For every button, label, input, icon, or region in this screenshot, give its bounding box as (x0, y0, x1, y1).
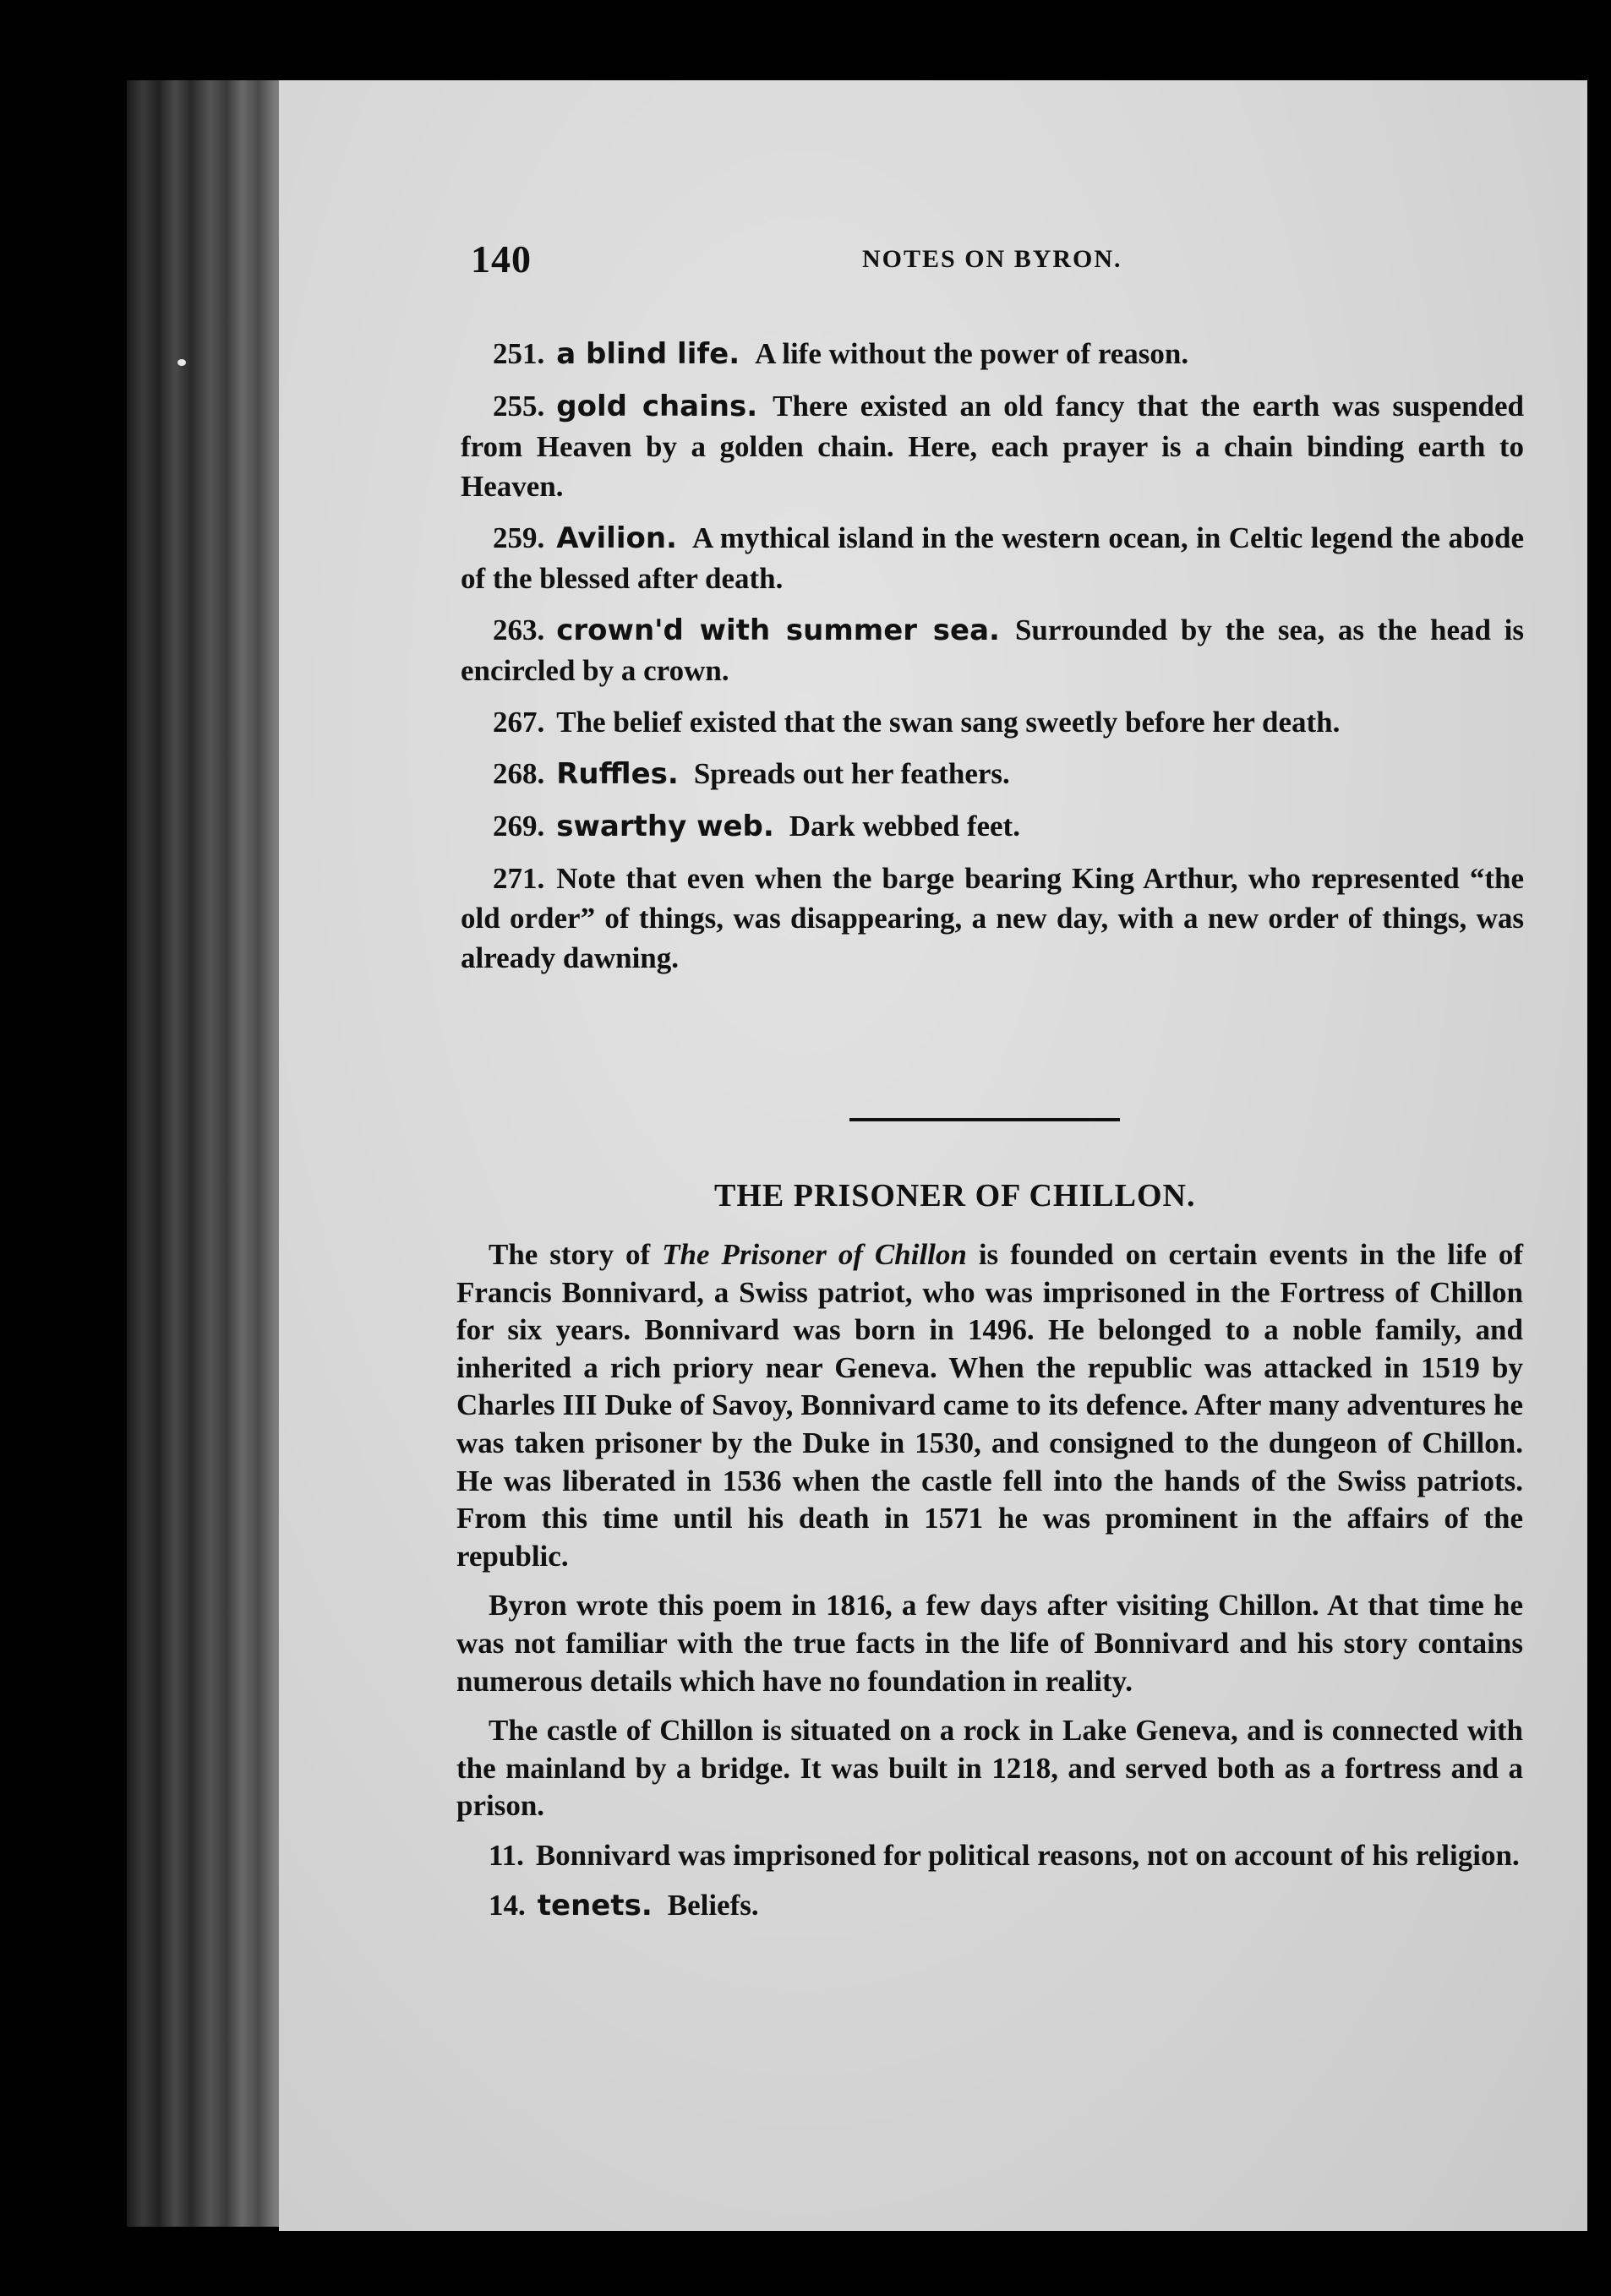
note-text: Note that even when the barge bearing King Arthur, who represented “the old order” of things, was disappearing, a new day, with a new order of things, was already dawning. (461, 862, 1524, 974)
section-divider (849, 1118, 1120, 1121)
note-item (461, 610, 1524, 690)
note-item (461, 386, 1524, 506)
note-term: Ruffles. (556, 757, 679, 791)
paragraph (456, 1236, 1523, 1575)
note-number: 251. (493, 337, 545, 370)
note-item (461, 806, 1524, 847)
note-text: Beliefs. (667, 1888, 759, 1922)
running-head: NOTES ON BYRON. (862, 245, 1122, 273)
note-text: Surrounded by the sea, as the head is encircled by a crown. (461, 614, 1524, 687)
notes-list (461, 334, 1524, 990)
scan-speck (177, 359, 186, 366)
section-body (456, 1236, 1523, 1936)
note-text: A life without the power of reason. (755, 337, 1189, 370)
note-term: swarthy web. (556, 810, 774, 843)
note-number: 268. (493, 757, 545, 790)
note-number: 271. (493, 862, 545, 895)
note-item (456, 1837, 1523, 1875)
note-number: 14. (489, 1888, 526, 1922)
note-number: 255. (493, 390, 545, 423)
note-number: 263. (493, 614, 545, 646)
note-text: Bonnivard was imprisoned for political reasons, not on account of his religion. (535, 1838, 1520, 1872)
book-page (279, 80, 1587, 2231)
paragraph: The castle of Chillon is situated on a rock in Lake Geneva, and is connected with the mainland by a bridge. It was built in 1218, and served both as a fortress and a prison. (456, 1714, 1523, 1823)
paragraph-text: is founded on certain events in the life of Francis Bonnivard, a Swiss patriot, who was imprisoned in the Fortress of Chillon for six years. Bonnivard was born in 1496. He belonged to a noble family, and inherited a rich priory near Geneva. When the republic was attacked in 1519 by Charles III Duke of Savoy, Bonnivard came to its defence. After many adventures he was taken prisoner by the Duke in 1530, and consigned to the dungeon of Chillon. He was liberated in 1536 when the castle fell into the hands of the Swiss patriots. From this time until his death in 1571 he was prominent in the affairs of the republic. (456, 1238, 1524, 1573)
section-title: THE PRISONER OF CHILLON. (714, 1178, 1196, 1213)
note-term: crown'd with summer sea. (556, 614, 1000, 647)
note-item (456, 1887, 1523, 1925)
note-text: A mythical island in the western ocean, in Celtic legend the abode of the blessed after death. (461, 521, 1524, 595)
paragraph: Byron wrote this poem in 1816, a few days after visiting Chillon. At that time he was not familiar with the true facts in the life of Bonnivard and his story contains numerous details which have no foundation in reality. (456, 1589, 1523, 1698)
note-term: tenets. (537, 1888, 653, 1922)
paragraph-prefix: The story of (489, 1238, 651, 1271)
note-term: a blind life. (556, 337, 740, 371)
note-text: The belief existed that the swan sang sweetly before her death. (556, 706, 1341, 739)
note-text: There existed an old fancy that the earth was suspended from Heaven by a golden chain. Here, each prayer is a chain binding earth to Heaven. (461, 390, 1525, 503)
note-number: 259. (493, 521, 545, 554)
note-item (461, 754, 1524, 794)
note-item (461, 859, 1524, 978)
note-text: Dark webbed feet. (789, 810, 1020, 843)
book-page-edge (127, 80, 287, 2227)
note-number: 269. (493, 810, 545, 843)
page-number: 140 (471, 237, 532, 281)
note-item (461, 334, 1524, 374)
note-term: Avilion. (556, 521, 677, 555)
note-item (461, 702, 1524, 742)
note-term: gold chains. (556, 390, 758, 423)
note-number: 11. (489, 1838, 524, 1872)
poem-title: The Prisoner of Chillon (662, 1238, 967, 1271)
note-item (461, 518, 1524, 598)
note-number: 267. (493, 706, 545, 739)
note-text: Spreads out her feathers. (693, 757, 1010, 790)
